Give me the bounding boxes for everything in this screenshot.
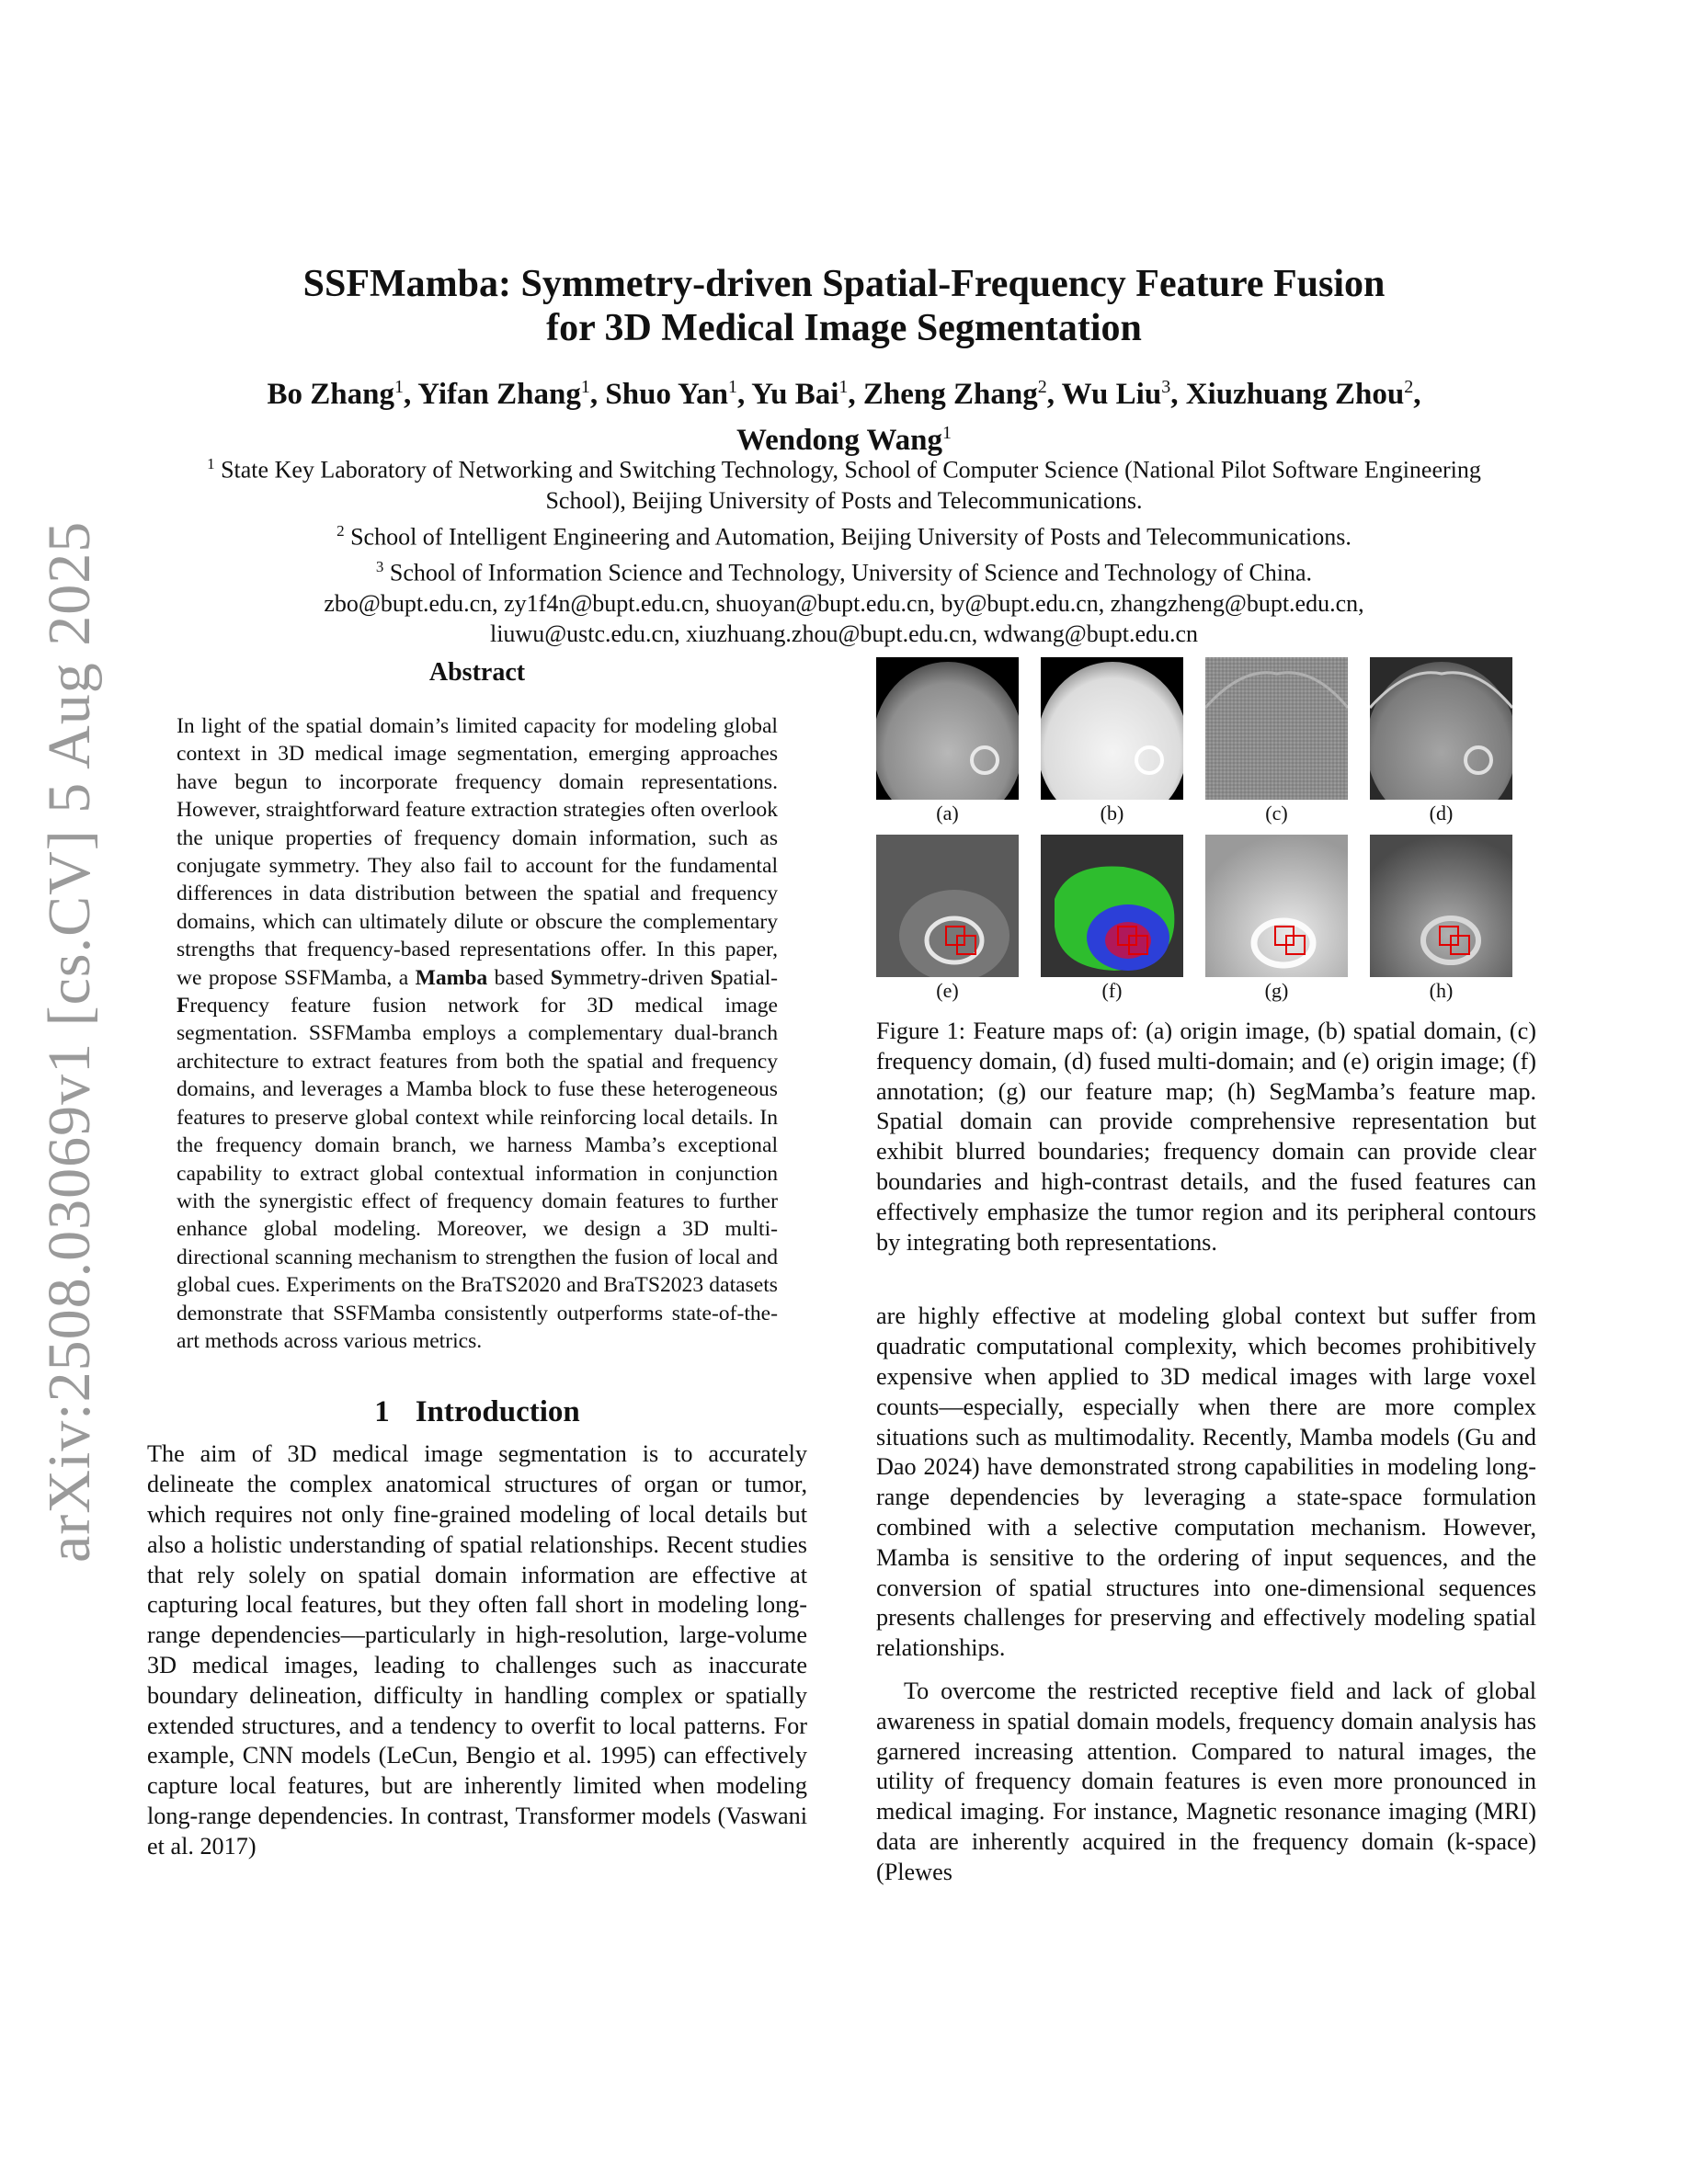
figure-label-d: (d) xyxy=(1429,802,1454,825)
introduction-paragraph: The aim of 3D medical image segmentation is to accurately delineate the complex anatomical structures of organ or tumor, which requires not only fine-grained modeling of local details but also a holistic understanding of spatial relationships. Recent studies that rely solely on spatial domain information are effective at capturing local features, but they often fall short in modeling long-range dependencies—particularly in high-resolution, large-volume 3D medical images, leading to challenges such as inaccurate boundary delineation, difficulty in handling complex or spatially extended structures, and a tendency to overfit to local patterns. For example, CNN models (LeCun, Bengio et al. 1995) can effectively capture local features, but are inherently limited when modeling long-range dependencies. In contrast, Transformer models (Vaswani et al. 2017) xyxy=(147,1440,807,1860)
body-paragraph: To overcome the restricted receptive field and lack of global awareness in spatial domain models, frequency domain analysis has garnered increasing attention. Compared to natural images, the utility of frequency domain features is even more pronounced in medical imaging. For instance, Magnetic resonance imaging (MRI) data are inherently acquired in the frequency domain (k-space) (Plewes xyxy=(876,1677,1536,1885)
body-paragraph: are highly effective at modeling global context but suffer from quadratic computational complexity, which becomes prohibitively expensive when applied to 3D medical images with large voxel counts—especially, especially when there are more complex situations such as multimodality. Recently, Mamba models (Gu and Dao 2024) have demonstrated strong capabilities in modeling long-range dependencies by leveraging a state-space formulation combined with a selective computation mechanism. However, Mamba is sensitive to the ordering of input sequences, and the conversion of spatial structures into one-dimensional sequences presents challenges for preserving and effectively modeling spatial relationships. xyxy=(876,1302,1536,1662)
affiliation-2: $^2$ School of Intelligent Engineering and Automation, Beijing University of Posts and Telecommunications. xyxy=(336,521,1352,551)
figure-panel-f xyxy=(1041,835,1183,977)
paper-title xyxy=(147,262,1541,350)
email-line-2: liuwu@ustc.edu.cn, xiuzhuang.zhou@bupt.edu.cn, wdwang@bupt.edu.cn xyxy=(489,620,1199,647)
author-list: Bo Zhang$^1$, Yifan Zhang$^1$, Shuo Yan$^1$, Yu Bai$^1$, Zheng Zhang$^2$, Wu Liu$^3$, Xiuzhuang Zhou$^2$, Wendong Wang$^1$ xyxy=(267,377,1421,457)
right-column-body xyxy=(876,1302,1536,1887)
figure-panel-b xyxy=(1041,657,1183,800)
author: Yifan Zhang$^1$ xyxy=(417,377,590,411)
figure-panel-d xyxy=(1370,657,1512,800)
email-line-1: zbo@bupt.edu.cn, zy1f4n@bupt.edu.cn, shuoyan@bupt.edu.cn, by@bupt.edu.cn, zhangzheng@bupt.edu.cn, xyxy=(324,589,1364,617)
author: Wu Liu$^3$ xyxy=(1061,377,1171,411)
figure-1-caption: Figure 1: Feature maps of: (a) origin image, (b) spatial domain, (c) frequency domain, (d) fused multi-domain; and (e) origin image; (f) annotation; (g) our feature map; (h) SegMamba’s feature map. Spatial domain can provide comprehensive representation but exhibit blurred boundaries; frequency domain can provide clear boundaries and high-contrast details, and the fused features can effectively emphasize the tumor region and its peripheral contours by integrating both representations. xyxy=(876,1018,1536,1256)
figure-panel-a xyxy=(876,657,1019,800)
introduction-heading: 1 Introduction xyxy=(374,1395,580,1429)
figure-1 xyxy=(876,657,1536,1009)
figure-label-a: (a) xyxy=(936,802,959,825)
author: Zheng Zhang$^2$ xyxy=(862,377,1047,411)
figure-label-f: (f) xyxy=(1101,979,1123,1002)
figure-label-c: (c) xyxy=(1265,802,1288,825)
figure-panel-e xyxy=(876,835,1019,977)
author: Wendong Wang$^1$ xyxy=(736,423,952,457)
author: Shuo Yan$^1$ xyxy=(605,377,738,411)
title-line-1: SSFMamba: Symmetry-driven Spatial-Frequency Feature Fusion xyxy=(302,263,1386,305)
abstract-text: In light of the spatial domain’s limited capacity for modeling global context in 3D medical image segmentation, emerging approaches have begun to incorporate frequency domain representations. However, straightforward feature extraction strategies often overlook the unique properties of frequency domain information, such as conjugate symmetry. They also fail to account for the fundamental differences in data distribution between the spatial and frequency domains, which can ultimately dilute or obscure the complementary strengths that frequency-based representations offer. In this paper, we propose SSFMamba, a Mamba based Symmetry-driven Spatial-Frequency feature fusion network for 3D medical image segmentation. SSFMamba employs a complementary dual-branch architecture to extract features from both the spatial and frequency domains, and leverages a Mamba block to fuse these heterogeneous features to preserve global context while reinforcing local details. In the frequency domain branch, we harness Mamba’s exceptional capability to extract global contextual information in conjunction with the synergistic effect of frequency domain features to further enhance global modeling. Moreover, we design a 3D multi-directional scanning mechanism to strengthen the fusion of local and global cues. Experiments on the BraTS2020 and BraTS2023 datasets demonstrate that SSFMamba consistently outperforms state-of-the-art methods across various metrics. xyxy=(177,714,778,1353)
arxiv-identifier-stamp: arXiv:2508.03069v1 [cs.CV] 5 Aug 2025 xyxy=(36,520,103,1563)
figure-label-g: (g) xyxy=(1264,979,1289,1002)
figure-label-e: (e) xyxy=(936,979,959,1002)
abstract-heading: Abstract xyxy=(428,658,526,687)
figure-label-b: (b) xyxy=(1100,802,1124,825)
author: Yu Bai$^1$ xyxy=(751,377,849,411)
figure-panel-c xyxy=(1205,657,1348,800)
figure-panel-g xyxy=(1205,835,1348,977)
left-column xyxy=(147,657,807,1862)
author: Bo Zhang$^1$ xyxy=(267,377,405,411)
affiliation-1: $^1$ State Key Laboratory of Networking and Switching Technology, School of Computer Science (National Pilot Software Engineering School), Beijing University of Posts and Telecommunications. xyxy=(207,455,1481,514)
right-column xyxy=(876,657,1536,1888)
figure-panel-h xyxy=(1370,835,1512,977)
affiliations xyxy=(147,449,1541,649)
affiliation-3: $^3$ School of Information Science and Technology, University of Science and Technology of China. xyxy=(375,558,1313,586)
figure-label-h: (h) xyxy=(1429,979,1454,1002)
title-line-2: for 3D Medical Image Segmentation xyxy=(546,307,1142,349)
author: Xiuzhuang Zhou$^2$ xyxy=(1185,377,1414,411)
